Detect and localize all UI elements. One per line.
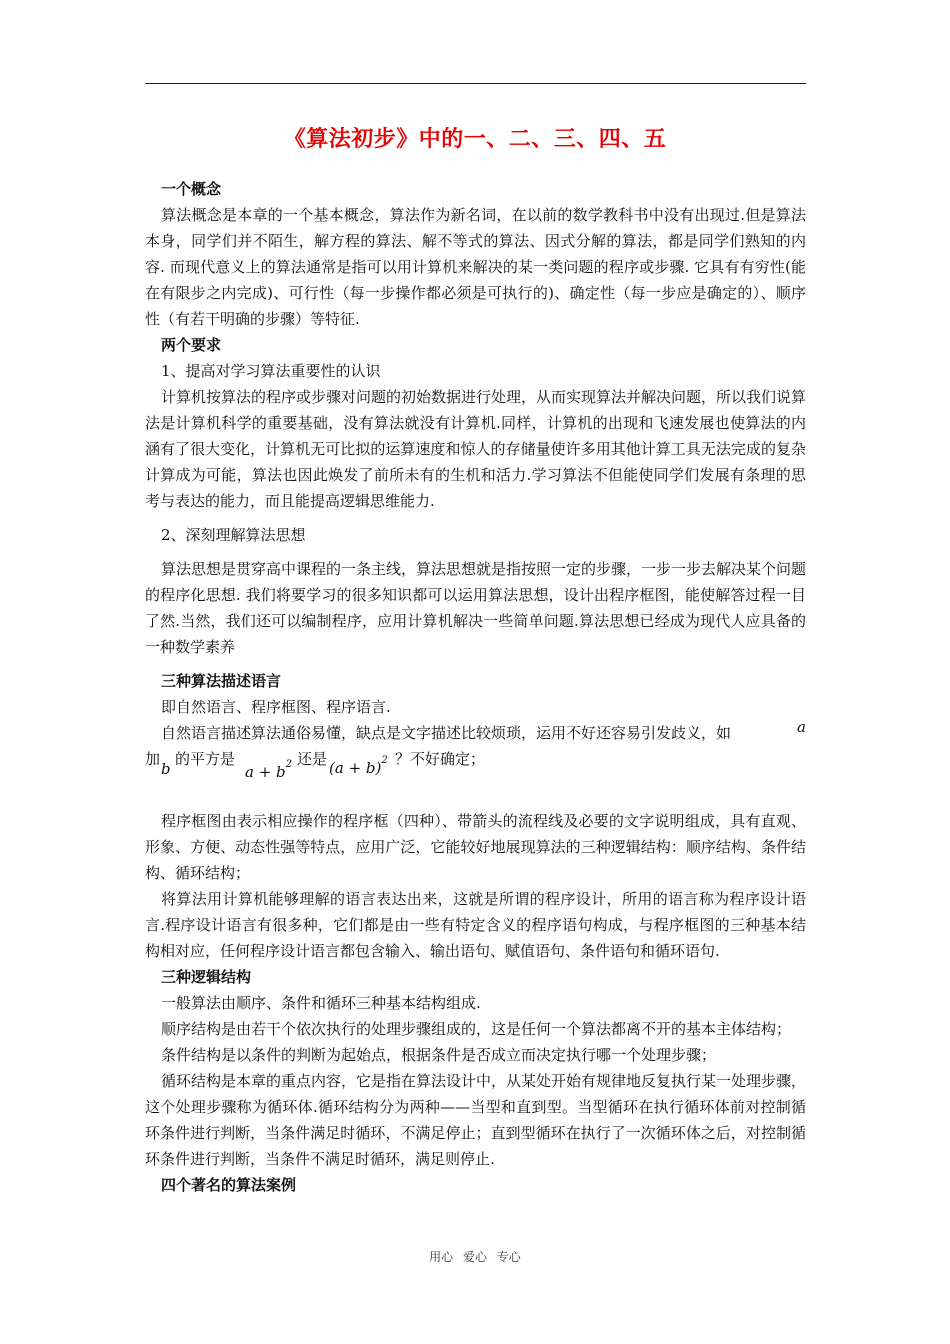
math-text-tail: ？不好确定；: [395, 750, 486, 768]
paragraph: 即自然语言、程序框图、程序语言.: [161, 698, 391, 716]
section-heading-cases: 四个著名的算法案例: [161, 1176, 297, 1194]
paragraph: 顺序结构是由若干个依次执行的处理步骤组成的，这是任何一个算法都离不开的基本主体结构；: [161, 1020, 792, 1038]
document-body: [145, 176, 806, 1198]
math-expr1-text: a + b: [245, 763, 286, 781]
list-item: 1、提高对学习算法重要性的认识: [161, 362, 381, 380]
paragraph: 循环结构是本章的重点内容，它是指在算法设计中，从某处开始有规律地反复执行某一处理步骤，这个处理步骤称为循环体.循环结构分为两种——当型和直到型。当型循环在执行循环体前对控制循环条件进行判断，当条件满足时循环，不满足停止；直到型循环在执行了一次循环体之后，对控制循环条件进行判断，当条件不满足时循环，满足则停止.: [145, 1072, 807, 1168]
section-heading-requirements: 两个要求: [161, 336, 222, 354]
math-exponent: 2: [285, 759, 293, 770]
math-expr2-text: (a + b): [329, 759, 382, 777]
header-rule: [145, 83, 806, 84]
page-title: 《算法初步》中的一、二、三、四、五: [283, 126, 667, 152]
math-var-a: a: [797, 718, 806, 736]
math-expression-2: [329, 752, 388, 781]
paragraph: 将算法用计算机能够理解的语言表达出来，这就是所谓的程序设计，所用的语言称为程序设计语言.程序设计语言有很多种，它们都是由一些有特定含义的程序语句构成，与程序框图的三种基本结构相对应，任何程序设计语言都包含输入、输出语句、赋值语句、条件语句和循环语句.: [145, 890, 806, 960]
math-expression-1: [245, 756, 292, 785]
paragraph: 条件结构是以条件的判断为起始点，根据条件是否成立而决定执行哪一个处理步骤；: [161, 1046, 717, 1064]
section-heading-concept: 一个概念: [161, 180, 222, 198]
section-heading-structures: 三种逻辑结构: [161, 968, 252, 986]
paragraph: 一般算法由顺序、条件和循环三种基本结构组成.: [161, 994, 481, 1012]
paragraph: 算法思想是贯穿高中课程的一条主线，算法思想就是指按照一定的步骤，一步一步去解决某个问题的程序化思想. 我们将要学习的很多知识都可以运用算法思想，设计出程序框图，能使解答过程一目了然.当然，我们还可以编制程序，应用计算机解决一些简单问题.算法思想已经成为现代人应具备的一种数学素养: [145, 560, 807, 656]
paragraph-text: 自然语言描述算法通俗易懂，缺点是文字描述比较烦琐，运用不好还容易引发歧义，如: [161, 724, 732, 742]
section-heading-languages: 三种算法描述语言: [161, 672, 282, 690]
math-example: [145, 746, 806, 802]
math-var-b: b: [161, 760, 171, 778]
paragraph: 程序框图由表示相应操作的程序框（四种）、带箭头的流程线及必要的文字说明组成，具有直观、形象、方便、动态性强等特点，应用广泛，它能较好地展现算法的三种逻辑结构：顺序结构、条件结构、循环结构；: [145, 812, 806, 882]
paragraph: 算法概念是本章的一个基本概念，算法作为新名词，在以前的数学教科书中没有出现过.但是算法本身，同学们并不陌生，解方程的算法、解不等式的算法、因式分解的算法，都是同学们熟知的内容. 而现代意义上的算法通常是指可以用计算机来解决的某一类问题的程序或步骤. 它具有有穷性(能在有限步之内完成)、可行性（每一步操作都必须是可执行的)、确定性（每一步应是确定的）、顺序性（有若干明确的步骤）等特征.: [145, 206, 806, 328]
page-footer: 用心 爱心 专心: [429, 1250, 521, 1264]
math-exponent: 2: [381, 755, 388, 766]
paragraph: 计算机按算法的程序或步骤对问题的初始数据进行处理，从而实现算法并解决问题，所以我们说算法是计算机科学的重要基础，没有算法就没有计算机.同样，计算机的出现和飞速发展也使算法的内涵有了很大变化，计算机无可比拟的运算速度和惊人的存储量使许多用其他计算工具无法完成的复杂计算成为可能，算法也因此焕发了前所未有的生机和活力.学习算法不但能使同学们发展有条理的思考与表达的能力，而且能提高逻辑思维能力.: [145, 388, 807, 510]
math-jia: 加: [145, 750, 161, 768]
list-item: 2、深刻理解算法思想: [161, 526, 306, 544]
math-text-square: 的平方是: [175, 750, 236, 768]
paragraph: [145, 720, 806, 746]
math-text-or: 还是: [297, 750, 328, 768]
